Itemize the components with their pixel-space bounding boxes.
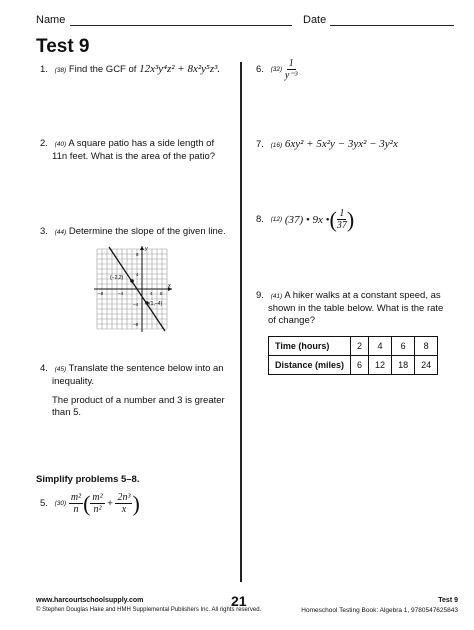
table-cell: 6 <box>392 337 415 356</box>
row-header: Distance (miles) <box>269 356 351 375</box>
table-cell: 8 <box>415 337 438 356</box>
table-cell: 24 <box>415 356 438 375</box>
x-tick-label: −4 <box>118 291 124 296</box>
point-a <box>130 279 134 283</box>
table-cell: 2 <box>351 337 369 356</box>
question-1: 1. (38) Find the GCF of 12x³y⁴z² + 8x²y⁵z³. <box>40 63 221 75</box>
y-axis-arrow <box>140 246 144 250</box>
question-6: 6. (32) $\frac{1}{\text{y⁻³}}$ <box>256 58 298 81</box>
question-3: 3. (44) Determine the slope of the given line. <box>40 226 226 237</box>
table-cell: 6 <box>351 356 369 375</box>
section-heading: Simplify problems 5–8. <box>36 474 140 485</box>
table-row <box>269 337 438 356</box>
hiker-table <box>268 336 438 375</box>
y-tick-label: −4 <box>133 302 139 307</box>
footer-copyright: © Stephen Douglas Hake and HMH Supplemental Publishers Inc. All rights reserved. <box>36 607 262 613</box>
name-label: Name <box>36 14 66 26</box>
table-row <box>269 356 438 375</box>
x-axis-label: x <box>168 283 171 289</box>
point-a-label: (−2,2) <box>110 275 124 281</box>
y-tick-label: −8 <box>133 322 139 327</box>
footer-book: Homeschool Testing Book: Algebra 1, 9780547625843 <box>301 607 458 614</box>
y-axis-label: y <box>145 246 148 252</box>
page-title: Test 9 <box>36 36 90 57</box>
table-cell: 18 <box>392 356 415 375</box>
slope-graph <box>92 244 174 334</box>
page-number: 21 <box>231 593 247 609</box>
question-4: 4. (45) Translate the sentence below into an inequality. The product of a number and 3 is greater than 5. <box>40 363 225 418</box>
y-tick-label: 8 <box>136 252 139 257</box>
x-tick-label: 4 <box>150 291 153 296</box>
name-line[interactable] <box>70 25 292 26</box>
question-5: 5. (30) $\frac{\text{m²}}{n}$ ( $\frac{\text{m²}}{\text{n²}}$ + $\frac{\text{2n³}}{x}$ ) <box>40 490 140 516</box>
table-cell: 4 <box>369 337 392 356</box>
footer-url[interactable]: www.harcourtschoolsupply.com <box>36 597 144 604</box>
date-label: Date <box>303 14 327 26</box>
column-divider <box>240 62 242 582</box>
question-7: 7. (16) 6xy² + 5x²y − 3yx² − 3y²x <box>256 138 398 150</box>
row-header: Time (hours) <box>269 337 351 356</box>
x-tick-label: 8 <box>160 291 163 296</box>
question-9: 9. (41) A hiker walks at a constant speed, as shown in the table below. What is the rate of change? <box>256 290 444 326</box>
date-line[interactable] <box>330 25 454 26</box>
y-tick-label: 4 <box>136 272 139 277</box>
question-2: 2. (40) A square patio has a side length of 11n feet. What is the area of the patio? <box>40 138 216 162</box>
question-8: 8. (12) (37) • 9x • ( $\frac{1}{37}$ ) <box>256 206 355 232</box>
point-b-label: (1,−4) <box>149 301 163 307</box>
x-tick-label: −8 <box>98 291 104 296</box>
footer-test: Test 9 <box>438 597 458 604</box>
table-cell: 12 <box>369 356 392 375</box>
